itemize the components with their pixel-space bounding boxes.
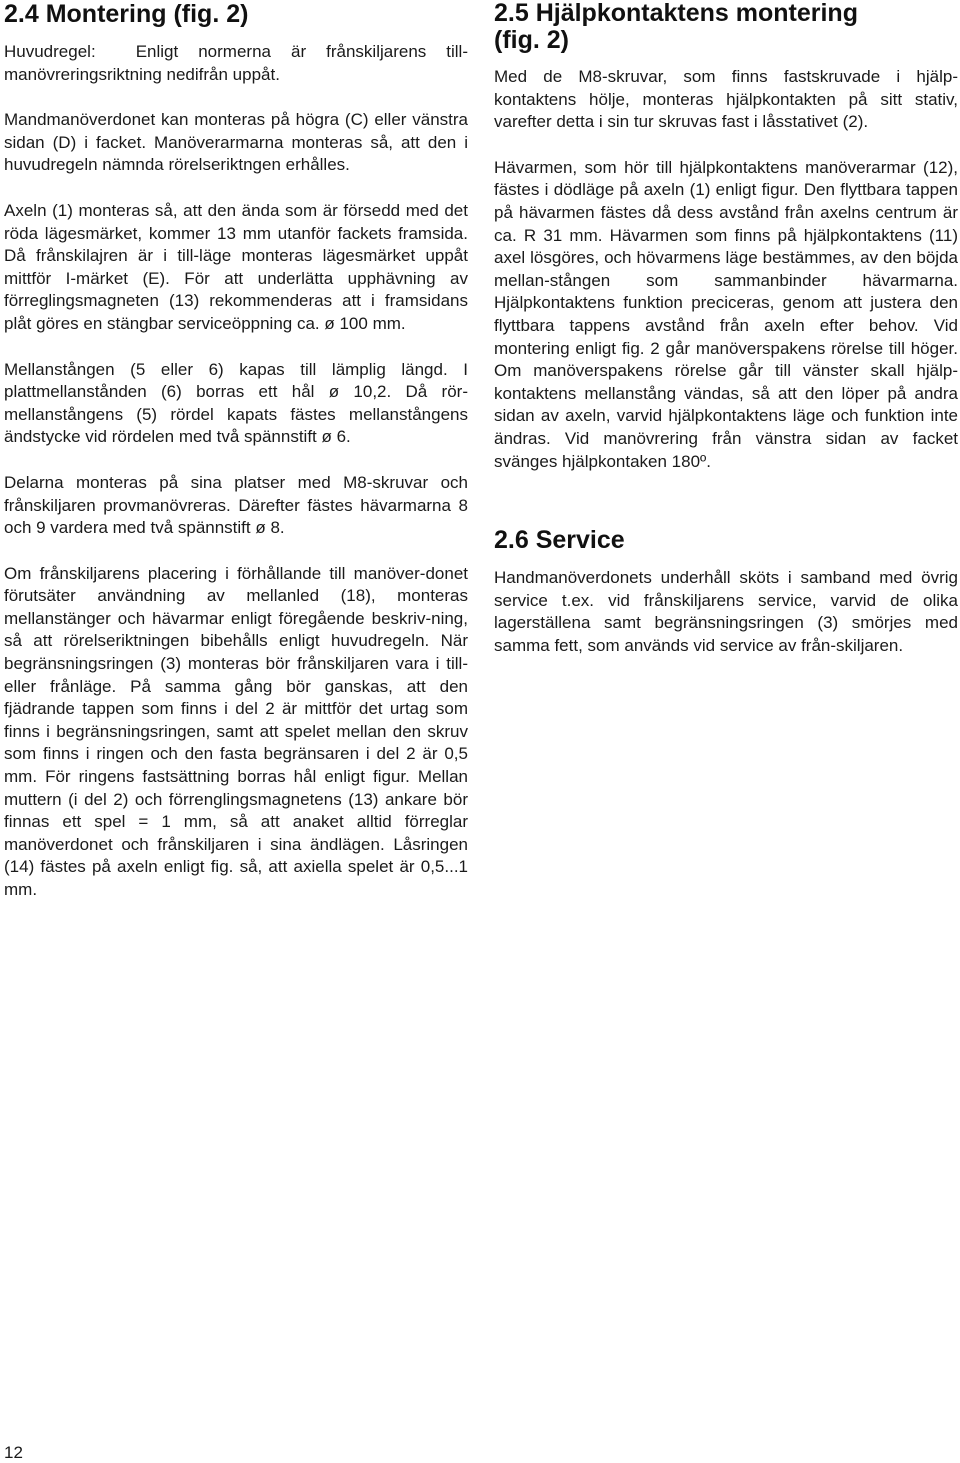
paragraph-mellanstangen: Mellanstången (5 eller 6) kapas till lämplig längd. I plattmellanstånden (6) borras ett hål ø 10,2. Då rör-mellanstångens (5) rördel kapats fästes mellanstångens ändstycke vid rördelen med två spännstift ø 6.	[4, 359, 468, 447]
section-heading-montering: 2.4 Montering (fig. 2)	[4, 0, 249, 28]
left-column	[4, 0, 468, 925]
paragraph-huvudregel: Huvudregel: Enligt normerna är frånskiljarens till-manövreringsriktning nedifrån uppåt.	[4, 42, 468, 84]
section-heading-service: 2.6 Service	[494, 526, 625, 555]
heading-line-1: 2.5 Hjälpkontaktens montering	[494, 0, 858, 27]
paragraph-service: Handmanöverdonets underhåll sköts i samband med övrig service t.ex. vid frånskiljarens service, varvid de olika lagerställena samt begränsningsringen (3) smörjes med samma fett, som används vid service av från-skiljaren.	[494, 568, 958, 655]
right-column	[494, 0, 958, 680]
paragraph-havarmen: Hävarmen, som hör till hjälpkontaktens manöverarmar (12), fästes i dödläge på axeln (1) enligt figur. Den flyttbara tappen på hävarmen fästes då dess avstånd från axelns centrum är ca. R 31 mm. Hävarmen som finns på hjälpkontaktens (11) axel lösgöres, och hövarmens läge bestämmes, av den böjda mellan-stången som sammanbinder hävarmarna. Hjälpkontaktens funktion preciceras, genom att justera den flyttbara tappens avstånd från axeln efter behov. Vid montering enligt fig. 2 går manöverspakens rörelse till höger. Om manöverspakens rörelse går till vänster skall hjälp-kontaktens mellanstång vändas, så att den löper på andra sidan av axeln, varvid hjälpkontaktens läge och funktion inte ändras. Vid manövrering från vänstra sidan av facket svänges hjälpkontaken 180º.	[494, 157, 958, 471]
paragraph-m8-skruvar: Med de M8-skruvar, som finns fastskruvade i hjälp-kontaktens hölje, monteras hjälpkontakten på sitt stativ, varefter detta i sin tur skruvas fast i låsstativet (2).	[494, 67, 958, 132]
paragraph-placering: Om frånskiljarens placering i förhållande till manöver-donet förutsäter användning av mellanled (18), monteras mellanstänger och hävarmar enligt föregående beskriv-ning, så att rörelseriktningen bibehålls enligt huvudregeln. När begränsningsringen (3) monteras bör frånskiljaren vara i till- eller frånläge. På samma gång bör ganskas, att den fjädrande tappen som finns i del 2 är mittför det urtag som finns i begränsningsringen, samt att spelet mellan den skruv som finns i ringen och den fasta begränsaren i del 2 är 0,5 mm. För ringens fastsättning borras hål enligt figur. Mellan muttern (i del 2) och förrenglingsmagnetens (13) ankare bör finnas ett spel = 1 mm, så att anaket alltid förreglar manöverdonet och frånskiljaren i sina ändlägen. Låsringen (14) fästes på axeln enligt fig. så, att axiella spelet är 0,5...1 mm.	[4, 563, 468, 899]
paragraph-mandmanoverdonet: Mandmanöverdonet kan monteras på högra (C) eller vänstra sidan (D) i facket. Manöverarmarna monteras så, att den i huvudregeln nämnda rörelseriktngen erhålles.	[4, 110, 468, 175]
paragraph-axeln: Axeln (1) monteras så, att den ända som är försedd med det röda lägesmärket, kommer 13 mm utanför fackets framsida. Då frånskilajren är i till-läge monteras lägesmärket uppåt mittför I-märket (E). För att underlätta upphävning av förreglingsmagneten (13) rekommenderas att i framsidans plåt göres en stängbar serviceöppning ca. ø 100 mm.	[4, 200, 468, 333]
section-heading-hjalpkontakt	[494, 0, 958, 54]
heading-line-2: (fig. 2)	[494, 26, 569, 54]
page-number: 12	[4, 1443, 23, 1462]
paragraph-delarna: Delarna monteras på sina platser med M8-skruvar och frånskiljaren provmanövreras. Därefter fästes hävarmarna 8 och 9 vardera med två spännstift ø 8.	[4, 472, 468, 538]
